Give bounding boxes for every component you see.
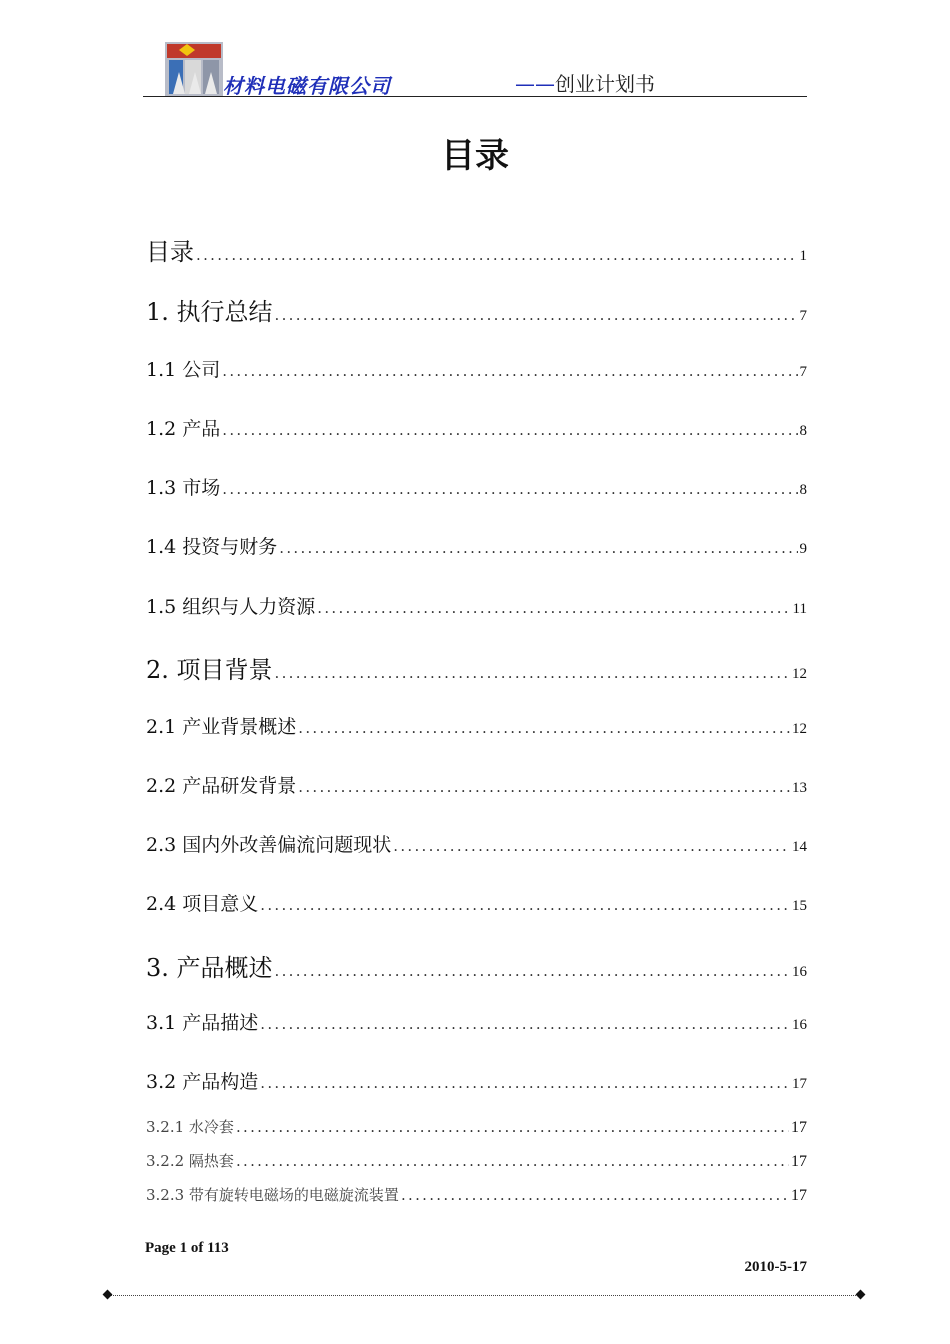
toc-entry-label: 3.2.1 水冷套 bbox=[146, 1118, 234, 1136]
toc-entry[interactable] bbox=[146, 712, 807, 739]
toc-title: 目录 bbox=[441, 136, 509, 176]
toc-entry-label: 1.4 投资与财务 bbox=[146, 536, 278, 558]
toc-entry[interactable] bbox=[146, 1067, 807, 1094]
toc-entry[interactable] bbox=[146, 1184, 807, 1205]
toc-entry-label: 1. 执行总结 bbox=[146, 298, 273, 326]
toc-leader-dots bbox=[298, 778, 790, 796]
header-rule bbox=[143, 96, 807, 97]
toc-entry[interactable] bbox=[146, 414, 807, 441]
toc-leader-dots bbox=[196, 246, 798, 264]
toc-page-number: 16 bbox=[792, 1017, 807, 1033]
toc-page-number: 16 bbox=[792, 964, 807, 980]
toc-entry-label: 3. 产品概述 bbox=[146, 954, 273, 982]
footer-page-number: Page 1 of 113 bbox=[145, 1240, 229, 1256]
toc-entry[interactable] bbox=[146, 232, 807, 267]
toc-entry-label: 3.2.3 带有旋转电磁场的电磁旋流装置 bbox=[146, 1186, 399, 1204]
toc-entry-label: 3.2 产品构造 bbox=[146, 1071, 259, 1093]
toc-page-number: 8 bbox=[799, 482, 807, 498]
toc-entry[interactable] bbox=[146, 473, 807, 500]
toc-entry[interactable] bbox=[146, 355, 807, 382]
toc-page-number: 17 bbox=[791, 1119, 807, 1136]
toc-entry[interactable] bbox=[146, 771, 807, 798]
toc-entry[interactable] bbox=[146, 1008, 807, 1035]
toc-leader-dots bbox=[222, 421, 797, 439]
toc-leader-dots bbox=[279, 539, 797, 557]
toc-entry-label: 2.4 项目意义 bbox=[146, 893, 259, 915]
toc-leader-dots bbox=[401, 1186, 789, 1204]
toc-leader-dots bbox=[298, 719, 790, 737]
toc-entry-label: 1.2 产品 bbox=[146, 418, 221, 440]
toc-entry-label: 2. 项目背景 bbox=[146, 656, 273, 684]
toc-entry[interactable] bbox=[146, 830, 807, 857]
subtitle-dash: —— bbox=[515, 72, 555, 96]
toc-entry-label: 2.3 国内外改善偏流问题现状 bbox=[146, 834, 392, 856]
toc-page-number: 12 bbox=[792, 721, 807, 737]
toc-page-number: 11 bbox=[792, 601, 807, 617]
toc-page-number: 12 bbox=[792, 666, 807, 682]
toc-page-number: 8 bbox=[799, 423, 807, 439]
toc-leader-dots bbox=[275, 664, 790, 682]
toc-entry[interactable] bbox=[146, 650, 807, 685]
company-name: 材料电磁有限公司 bbox=[223, 74, 391, 98]
diamond-left-icon bbox=[103, 1290, 113, 1300]
toc-page-number: 13 bbox=[792, 780, 807, 796]
toc-page-number: 17 bbox=[791, 1187, 807, 1204]
toc-entry[interactable] bbox=[146, 592, 807, 619]
toc-leader-dots bbox=[260, 1074, 790, 1092]
toc-page-number: 15 bbox=[792, 898, 807, 914]
toc-page-number: 14 bbox=[792, 839, 807, 855]
toc-leader-dots bbox=[393, 837, 790, 855]
toc-entry-label: 2.2 产品研发背景 bbox=[146, 775, 297, 797]
toc-entry-label: 1.3 市场 bbox=[146, 477, 221, 499]
toc-entry-label: 3.1 产品描述 bbox=[146, 1012, 259, 1034]
toc-entry-label: 3.2.2 隔热套 bbox=[146, 1152, 234, 1170]
toc-entry[interactable] bbox=[146, 532, 807, 559]
toc-entry-label: 2.1 产业背景概述 bbox=[146, 716, 297, 738]
document-subtitle bbox=[515, 68, 655, 97]
page-header bbox=[143, 40, 807, 98]
toc-leader-dots bbox=[222, 480, 797, 498]
toc-page-number: 7 bbox=[799, 308, 807, 324]
toc-leader-dots bbox=[275, 306, 798, 324]
toc-page-number: 17 bbox=[791, 1153, 807, 1170]
toc-entry[interactable] bbox=[146, 889, 807, 916]
footer-divider bbox=[108, 1295, 860, 1296]
toc-page-number: 7 bbox=[799, 364, 807, 380]
toc-leader-dots bbox=[260, 896, 790, 914]
toc-entry-label: 目录 bbox=[146, 238, 194, 266]
company-logo bbox=[165, 42, 223, 96]
toc-leader-dots bbox=[236, 1118, 789, 1136]
toc-leader-dots bbox=[236, 1152, 789, 1170]
footer-date: 2010-5-17 bbox=[744, 1259, 807, 1275]
toc-entry[interactable] bbox=[146, 1150, 807, 1171]
toc-entry-label: 1.5 组织与人力资源 bbox=[146, 596, 316, 618]
toc-leader-dots bbox=[317, 599, 790, 617]
toc-leader-dots bbox=[275, 962, 790, 980]
toc-entry[interactable] bbox=[146, 948, 807, 983]
toc-page-number: 1 bbox=[799, 248, 807, 264]
toc-leader-dots bbox=[260, 1015, 790, 1033]
toc-entry[interactable] bbox=[146, 292, 807, 327]
subtitle-text: 创业计划书 bbox=[555, 72, 655, 96]
toc-page-number: 17 bbox=[792, 1076, 807, 1092]
toc-page-number: 9 bbox=[799, 541, 807, 557]
toc-leader-dots bbox=[222, 362, 797, 380]
toc-entry-label: 1.1 公司 bbox=[146, 359, 221, 381]
toc-entry[interactable] bbox=[146, 1116, 807, 1137]
diamond-right-icon bbox=[856, 1290, 866, 1300]
